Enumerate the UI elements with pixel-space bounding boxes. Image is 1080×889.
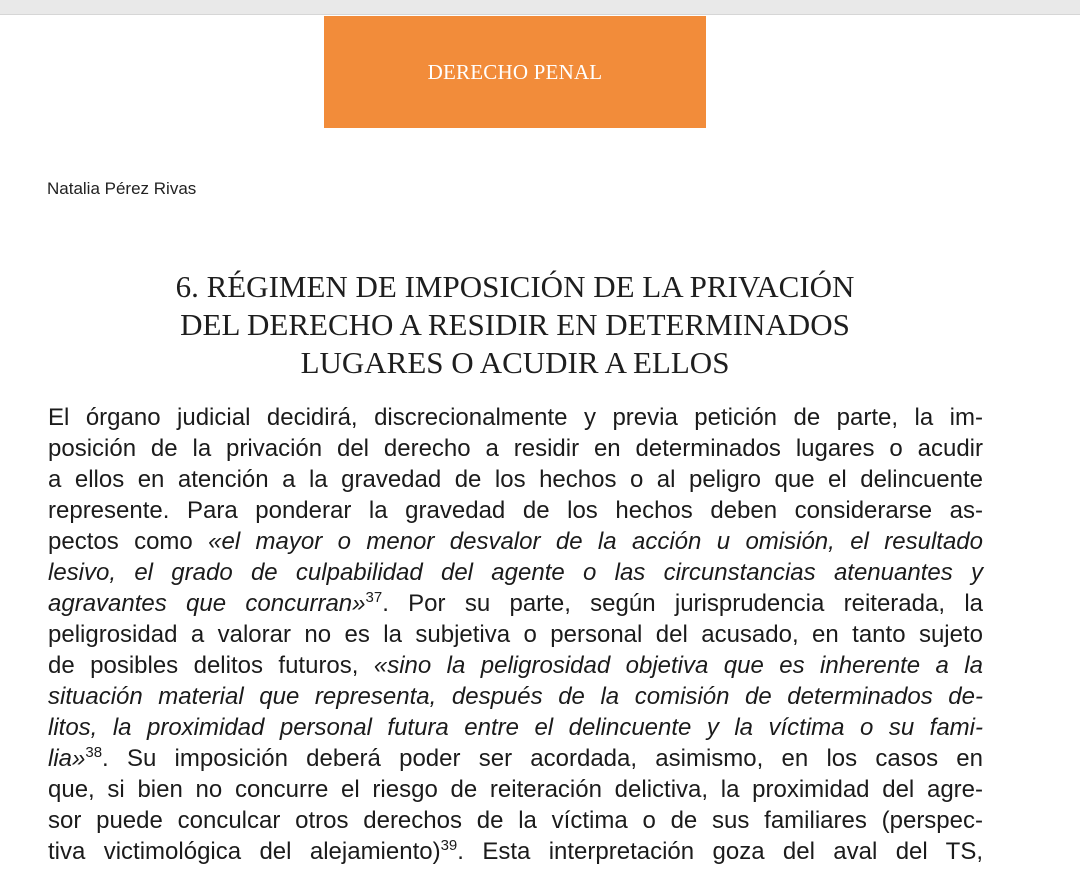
- text-run: . Esta interpretación goza del aval del TS,: [457, 838, 983, 865]
- text-line: [48, 557, 983, 588]
- quote-text: litos, la proximidad personal futura entre el delincuente y la víctima o su fami-: [48, 714, 983, 741]
- body-paragraph: [48, 402, 983, 867]
- text-line: [48, 836, 983, 867]
- text-line: represente. Para ponderar la gravedad de los hechos deben considerarse as-: [48, 497, 983, 524]
- quote-text: «el mayor o menor desvalor de la acción u omisión, el resultado: [208, 528, 983, 555]
- heading-line: LUGARES O ACUDIR A ELLOS: [300, 345, 730, 380]
- text-run: . Su imposición deberá poder ser acordada, asimismo, en los casos en: [102, 745, 983, 772]
- text-run: pectos como: [48, 528, 209, 555]
- section-heading: [70, 268, 960, 382]
- text-line: [48, 743, 983, 774]
- text-line: sor puede conculcar otros derechos de la víctima o de sus familiares (perspec-: [48, 807, 983, 834]
- viewer-top-strip: [0, 0, 1080, 15]
- text-line: El órgano judicial decidirá, discrecionalmente y previa petición de parte, la im-: [48, 404, 983, 431]
- text-line: [48, 588, 983, 619]
- text-run: de posibles delitos futuros,: [48, 652, 374, 679]
- quote-text: lia»: [48, 745, 86, 772]
- text-line: que, si bien no concurre el riesgo de reiteración delictiva, la proximidad del agre-: [48, 776, 983, 803]
- footnote-ref-38[interactable]: 38: [85, 744, 103, 761]
- footnote-ref-37[interactable]: 37: [365, 589, 383, 606]
- author-name: Natalia Pérez Rivas: [47, 179, 197, 198]
- quote-text: lesivo, el grado de culpabilidad del agente o las circunstancias atenuantes y: [48, 559, 983, 586]
- heading-line: DEL DERECHO A RESIDIR EN DETERMINADOS: [180, 307, 850, 342]
- section-label: DERECHO PENAL: [427, 59, 603, 84]
- text-run: tiva victimológica del alejamiento): [48, 838, 441, 865]
- quote-text: «sino la peligrosidad objetiva que es inherente a la: [373, 652, 983, 679]
- heading-line: 6. RÉGIMEN DE IMPOSICIÓN DE LA PRIVACIÓN: [175, 269, 855, 304]
- text-line: [48, 650, 983, 681]
- text-line: [48, 526, 983, 557]
- text-line: [48, 681, 983, 712]
- text-line: peligrosidad a valorar no es la subjetiva o personal del acusado, en tanto sujeto: [48, 621, 983, 648]
- text-line: posición de la privación del derecho a residir en determinados lugares o acudir: [48, 435, 983, 462]
- text-line: a ellos en atención a la gravedad de los hechos o al peligro que el delincuente: [48, 466, 983, 493]
- quote-text: situación material que representa, después de la comisión de determinados de-: [48, 683, 983, 710]
- text-run: . Por su parte, según jurisprudencia reiterada, la: [382, 590, 983, 617]
- section-banner: [324, 16, 706, 128]
- text-line: [48, 712, 983, 743]
- quote-text: agravantes que concurran»: [48, 590, 366, 617]
- footnote-ref-39[interactable]: 39: [440, 837, 458, 854]
